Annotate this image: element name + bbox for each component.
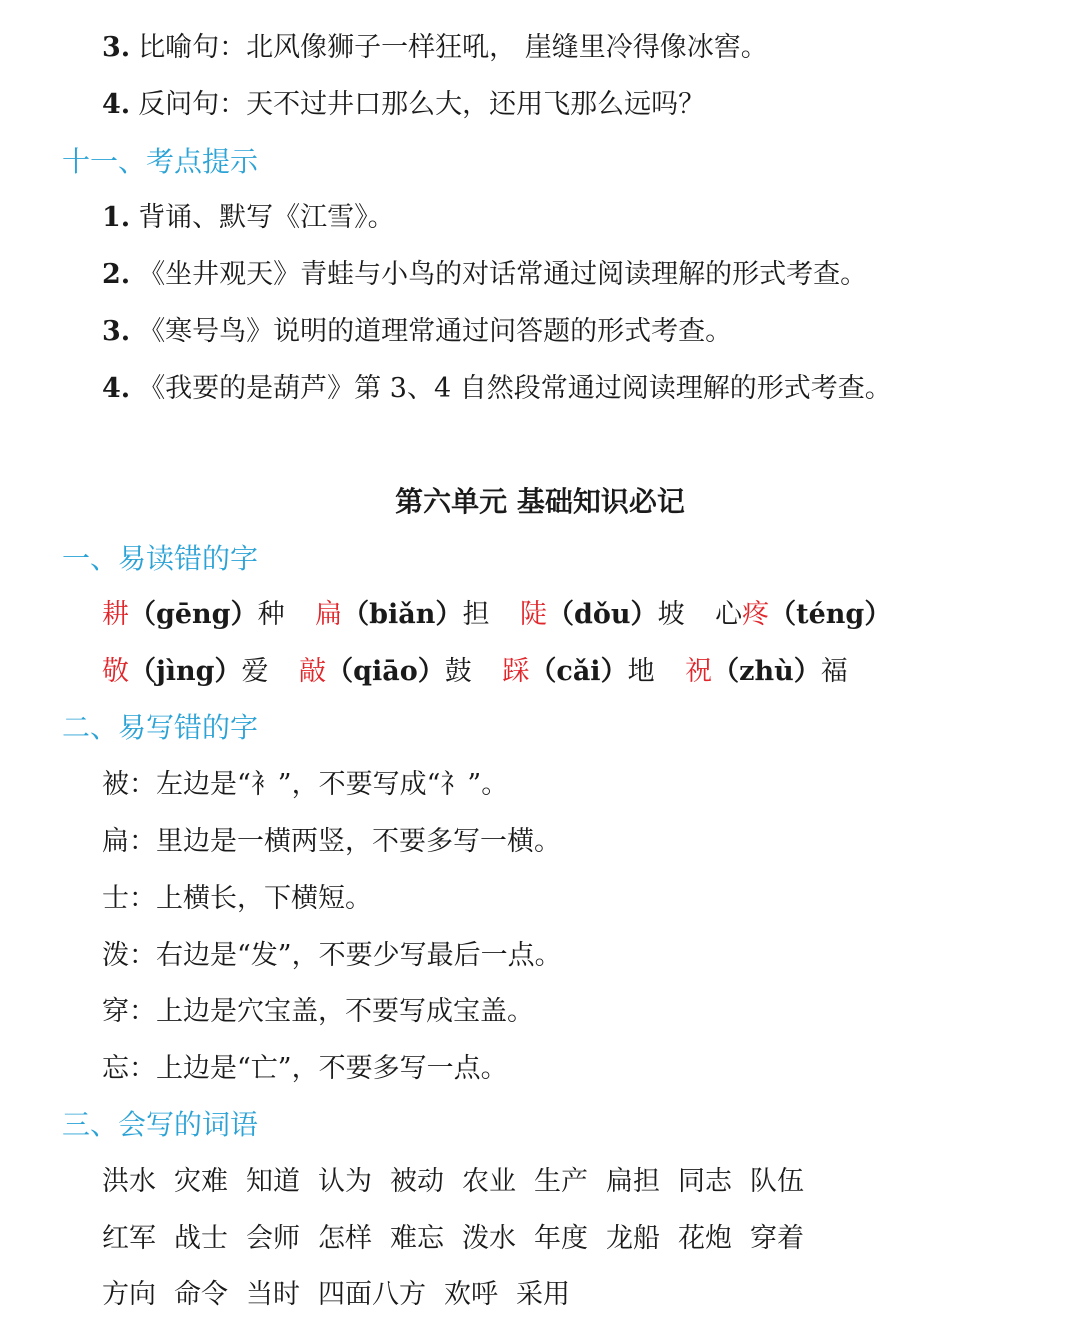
- exam-tip-item: [102, 257, 867, 293]
- misread-row: [102, 654, 848, 690]
- miswritten-item: 士：上横长，下横短。: [102, 883, 372, 914]
- miswritten-item: 忘：上边是“亡”，不要多写一点。: [102, 1053, 508, 1084]
- item-number: 2.: [102, 259, 131, 290]
- pinyin: （qiāo）: [326, 656, 445, 687]
- item-text: 比喻句：北风像狮子一样狂吼， 崖缝里冷得像冰窖。: [138, 32, 768, 63]
- vocab-word: 洪水: [102, 1166, 156, 1197]
- top-item-4: [102, 87, 705, 123]
- vocab-word: 命令: [174, 1279, 228, 1310]
- exam-tip-item: [102, 371, 892, 407]
- item-number: 1.: [102, 202, 131, 233]
- item-number: 3.: [102, 316, 131, 347]
- item-text: 《寒号鸟》说明的道理常通过问答题的形式考查。: [138, 316, 733, 347]
- vocab-word: 采用: [516, 1279, 570, 1310]
- item-text: 反问句：天不过井口那么大，还用飞那么远吗？: [138, 89, 706, 120]
- vocab-word: 战士: [174, 1223, 228, 1254]
- section-heading-vocabulary: 三、会写的词语: [62, 1108, 259, 1141]
- pinyin: （biǎn）: [342, 599, 463, 630]
- miswritten-item: 扁：里边是一横两竖，不要多写一横。: [102, 826, 561, 857]
- highlight-char: 扁: [315, 599, 343, 630]
- unit-title: 第六单元 基础知识必记: [395, 485, 685, 518]
- item-number: 4.: [102, 89, 131, 120]
- section-heading-misread-chars: 一、易读错的字: [62, 542, 259, 575]
- highlight-char: 陡: [520, 599, 548, 630]
- misread-row: [102, 597, 891, 633]
- vocab-word: 认为: [318, 1166, 372, 1197]
- vocab-word: 花炮: [678, 1223, 732, 1254]
- item-text: 背诵、默写《江雪》。: [138, 202, 395, 233]
- pinyin: （dǒu）: [547, 599, 658, 630]
- vocab-word: 知道: [246, 1166, 300, 1197]
- exam-tip-item: [102, 314, 732, 350]
- highlight-char: 踩: [502, 656, 530, 687]
- vocab-row: [102, 1277, 588, 1313]
- item-text: 《坐井观天》青蛙与小鸟的对话常通过阅读理解的形式考查。: [138, 259, 868, 290]
- vocab-word: 难忘: [390, 1223, 444, 1254]
- miswritten-item: 穿：上边是穴宝盖，不要写成宝盖。: [102, 996, 534, 1027]
- vocab-word: 泼水: [462, 1223, 516, 1254]
- item-number: 3.: [102, 32, 131, 63]
- miswritten-item: 泼：右边是“发”，不要少写最后一点。: [102, 940, 562, 971]
- highlight-char: 祝: [685, 656, 713, 687]
- vocab-word: 队伍: [750, 1166, 804, 1197]
- pinyin: （gēng）: [129, 599, 258, 630]
- pinyin: （téng）: [769, 599, 892, 630]
- vocab-word: 同志: [678, 1166, 732, 1197]
- pinyin-entry: 扁（biǎn）担: [315, 599, 490, 630]
- vocab-word: 欢呼: [444, 1279, 498, 1310]
- exam-tip-item: [102, 200, 395, 236]
- highlight-char: 耕: [102, 599, 129, 630]
- pinyin-entry: 敲（qiāo）鼓: [299, 656, 472, 687]
- vocab-row: [102, 1221, 822, 1257]
- pinyin-entry: 陡（dǒu）坡: [520, 599, 685, 630]
- vocab-word: 当时: [246, 1279, 300, 1310]
- vocab-row: [102, 1164, 822, 1200]
- highlight-char: 敲: [299, 656, 327, 687]
- miswritten-item: 被：左边是“衤”，不要写成“礻”。: [102, 769, 509, 800]
- pinyin-entry: 心疼（téng）: [715, 599, 892, 630]
- vocab-word: 会师: [246, 1223, 300, 1254]
- vocab-word: 穿着: [750, 1223, 804, 1254]
- item-text: 《我要的是葫芦》第 3、4 自然段常通过阅读理解的形式考查。: [138, 373, 892, 404]
- pinyin: （cǎi）: [529, 656, 628, 687]
- vocab-word: 怎样: [318, 1223, 372, 1254]
- item-number: 4.: [102, 373, 131, 404]
- vocab-word: 龙船: [606, 1223, 660, 1254]
- vocab-word: 四面八方: [318, 1279, 426, 1310]
- vocab-word: 生产: [534, 1166, 588, 1197]
- section-heading-miswritten-chars: 二、易写错的字: [62, 711, 259, 744]
- pinyin: （jìng）: [129, 656, 242, 687]
- vocab-word: 红军: [102, 1223, 156, 1254]
- pinyin: （zhù）: [712, 656, 821, 687]
- vocab-word: 年度: [534, 1223, 588, 1254]
- section-heading-exam-tips: 十一、考点提示: [62, 145, 259, 178]
- vocab-word: 扁担: [606, 1166, 660, 1197]
- vocab-word: 灾难: [174, 1166, 228, 1197]
- pinyin-entry: 耕（gēng）种: [102, 599, 285, 630]
- top-item-3: [102, 30, 768, 66]
- pinyin-entry: 敬（jìng）爱: [102, 656, 269, 687]
- vocab-word: 方向: [102, 1279, 156, 1310]
- vocab-word: 被动: [390, 1166, 444, 1197]
- highlight-char: 敬: [102, 656, 129, 687]
- vocab-word: 农业: [462, 1166, 516, 1197]
- highlight-char: 疼: [742, 599, 770, 630]
- pinyin-entry: 踩（cǎi）地: [502, 656, 655, 687]
- pinyin-entry: 祝（zhù）福: [685, 656, 848, 687]
